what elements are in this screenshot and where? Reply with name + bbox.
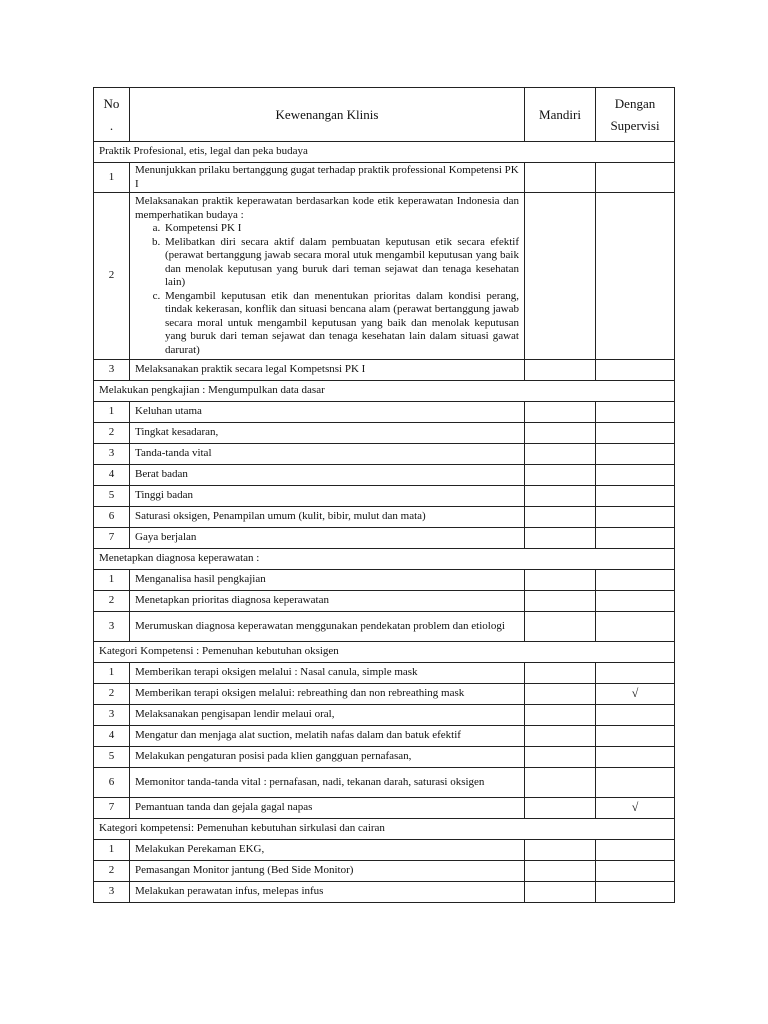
supervisi-cell bbox=[596, 768, 675, 798]
mandiri-cell bbox=[525, 726, 596, 747]
section-row bbox=[94, 381, 675, 402]
table-row bbox=[94, 465, 675, 486]
table-row bbox=[94, 193, 675, 360]
mandiri-cell bbox=[525, 528, 596, 549]
mandiri-cell bbox=[525, 402, 596, 423]
mandiri-cell bbox=[525, 570, 596, 591]
table-row bbox=[94, 663, 675, 684]
row-number: 2 bbox=[94, 423, 130, 444]
mandiri-cell bbox=[525, 193, 596, 360]
mandiri-cell bbox=[525, 612, 596, 642]
supervisi-cell bbox=[596, 360, 675, 381]
supervisi-cell bbox=[596, 507, 675, 528]
supervisi-cell bbox=[596, 663, 675, 684]
supervisi-cell bbox=[596, 402, 675, 423]
section-title: Kategori kompetensi: Pemenuhan kebutuhan sirkulasi dan cairan bbox=[94, 819, 675, 840]
supervisi-cell bbox=[596, 591, 675, 612]
section-row bbox=[94, 642, 675, 663]
section-title: Kategori Kompetensi : Pemenuhan kebutuhan oksigen bbox=[94, 642, 675, 663]
mandiri-cell bbox=[525, 423, 596, 444]
table-row bbox=[94, 360, 675, 381]
row-description: Menganalisa hasil pengkajian bbox=[130, 570, 525, 591]
mandiri-cell bbox=[525, 444, 596, 465]
row-description: Pemasangan Monitor jantung (Bed Side Monitor) bbox=[130, 861, 525, 882]
row-number: 1 bbox=[94, 663, 130, 684]
supervisi-cell bbox=[596, 423, 675, 444]
mandiri-cell bbox=[525, 840, 596, 861]
table-row bbox=[94, 798, 675, 819]
row-number: 3 bbox=[94, 882, 130, 903]
competency-table bbox=[93, 87, 675, 903]
row-description: Memberikan terapi oksigen melalui: rebreathing dan non rebreathing mask bbox=[130, 684, 525, 705]
sub-list bbox=[135, 222, 519, 357]
supervisi-cell bbox=[596, 163, 675, 193]
mandiri-cell bbox=[525, 663, 596, 684]
table-row bbox=[94, 840, 675, 861]
table-header-row bbox=[94, 88, 675, 142]
row-description: Melakukan pengaturan posisi pada klien gangguan pernafasan, bbox=[130, 747, 525, 768]
supervisi-cell bbox=[596, 861, 675, 882]
supervisi-checkmark: √ bbox=[596, 684, 675, 705]
row-number: 2 bbox=[94, 591, 130, 612]
row-description: Merumuskan diagnosa keperawatan menggunakan pendekatan problem dan etiologi bbox=[130, 612, 525, 642]
table-row bbox=[94, 444, 675, 465]
row-number: 4 bbox=[94, 465, 130, 486]
row-number: 1 bbox=[94, 402, 130, 423]
supervisi-cell bbox=[596, 726, 675, 747]
row-number: 2 bbox=[94, 684, 130, 705]
row-description: Pemantuan tanda dan gejala gagal napas bbox=[130, 798, 525, 819]
row-number: 1 bbox=[94, 570, 130, 591]
table-row bbox=[94, 591, 675, 612]
row-description: Mengatur dan menjaga alat suction, melatih nafas dalam dan batuk efektif bbox=[130, 726, 525, 747]
header-kewenangan: Kewenangan Klinis bbox=[130, 88, 525, 142]
row-number: 2 bbox=[94, 193, 130, 360]
supervisi-cell bbox=[596, 465, 675, 486]
table-row bbox=[94, 163, 675, 193]
mandiri-cell bbox=[525, 465, 596, 486]
row-number: 1 bbox=[94, 840, 130, 861]
supervisi-cell bbox=[596, 486, 675, 507]
mandiri-cell bbox=[525, 705, 596, 726]
header-dengan-supervisi: Dengan Supervisi bbox=[596, 88, 675, 142]
table-row bbox=[94, 705, 675, 726]
mandiri-cell bbox=[525, 163, 596, 193]
mandiri-cell bbox=[525, 486, 596, 507]
row-number: 2 bbox=[94, 861, 130, 882]
table-row bbox=[94, 747, 675, 768]
table-row bbox=[94, 507, 675, 528]
supervisi-cell bbox=[596, 840, 675, 861]
header-no: No . bbox=[94, 88, 130, 142]
table-row bbox=[94, 612, 675, 642]
table-row bbox=[94, 861, 675, 882]
list-item: a. Kompetensi PK I bbox=[163, 222, 519, 236]
supervisi-cell bbox=[596, 882, 675, 903]
section-row bbox=[94, 142, 675, 163]
row-number: 3 bbox=[94, 612, 130, 642]
row-description: Saturasi oksigen, Penampilan umum (kulit, bibir, mulut dan mata) bbox=[130, 507, 525, 528]
supervisi-cell bbox=[596, 747, 675, 768]
row-number: 6 bbox=[94, 507, 130, 528]
mandiri-cell bbox=[525, 768, 596, 798]
row-intro-text: Melaksanakan praktik keperawatan berdasarkan kode etik keperawatan Indonesia dan memperhatikan budaya : bbox=[135, 195, 519, 221]
table-row bbox=[94, 528, 675, 549]
table-row bbox=[94, 768, 675, 798]
row-description: Tingkat kesadaran, bbox=[130, 423, 525, 444]
list-item: c. Mengambil keputusan etik dan menentukan prioritas dalam kondisi perang, tindak kekerasan, konflik dan situasi bencana alam (perawat bertanggung jawab secara moral untuk mengambil keputusan yang baik dan menolak keputusan yang buruk dari teman sejawat dan tenaga kesehatan lain dalam situasi gawat darurat) bbox=[163, 290, 519, 358]
table-row bbox=[94, 423, 675, 444]
row-description: Berat badan bbox=[130, 465, 525, 486]
table-row bbox=[94, 882, 675, 903]
row-number: 5 bbox=[94, 486, 130, 507]
mandiri-cell bbox=[525, 861, 596, 882]
row-number: 1 bbox=[94, 163, 130, 193]
row-number: 6 bbox=[94, 768, 130, 798]
row-number: 7 bbox=[94, 798, 130, 819]
mandiri-cell bbox=[525, 747, 596, 768]
row-description: Tanda-tanda vital bbox=[130, 444, 525, 465]
mandiri-cell bbox=[525, 798, 596, 819]
supervisi-cell bbox=[596, 193, 675, 360]
list-item: b. Melibatkan diri secara aktif dalam pembuatan keputusan etik secara efektif (perawat bertanggung jawab secara moral utuk mengambil keputusan yang baik dan menolak keputusan yang buruk dari teman sejawat dan tenaga kesehatan lain) bbox=[163, 236, 519, 290]
supervisi-cell bbox=[596, 528, 675, 549]
supervisi-checkmark: √ bbox=[596, 798, 675, 819]
table-row bbox=[94, 684, 675, 705]
mandiri-cell bbox=[525, 360, 596, 381]
section-title: Melakukan pengkajian : Mengumpulkan data dasar bbox=[94, 381, 675, 402]
section-title: Menetapkan diagnosa keperawatan : bbox=[94, 549, 675, 570]
row-description: Menunjukkan prilaku bertanggung gugat terhadap praktik professional Kompetensi PK I bbox=[130, 163, 525, 193]
row-description: Keluhan utama bbox=[130, 402, 525, 423]
mandiri-cell bbox=[525, 507, 596, 528]
row-number: 3 bbox=[94, 705, 130, 726]
mandiri-cell bbox=[525, 684, 596, 705]
table-row bbox=[94, 402, 675, 423]
supervisi-cell bbox=[596, 570, 675, 591]
table-row bbox=[94, 486, 675, 507]
row-number: 7 bbox=[94, 528, 130, 549]
row-number: 3 bbox=[94, 360, 130, 381]
row-description: Memberikan terapi oksigen melalui : Nasal canula, simple mask bbox=[130, 663, 525, 684]
table-row bbox=[94, 726, 675, 747]
row-description: Melakukan perawatan infus, melepas infus bbox=[130, 882, 525, 903]
row-number: 3 bbox=[94, 444, 130, 465]
row-description: Melaksanakan pengisapan lendir melaui oral, bbox=[130, 705, 525, 726]
section-row bbox=[94, 819, 675, 840]
section-row bbox=[94, 549, 675, 570]
mandiri-cell bbox=[525, 591, 596, 612]
section-title: Praktik Profesional, etis, legal dan peka budaya bbox=[94, 142, 675, 163]
header-mandiri: Mandiri bbox=[525, 88, 596, 142]
row-number: 4 bbox=[94, 726, 130, 747]
supervisi-cell bbox=[596, 612, 675, 642]
row-description: Menetapkan prioritas diagnosa keperawatan bbox=[130, 591, 525, 612]
row-description: Tinggi badan bbox=[130, 486, 525, 507]
supervisi-cell bbox=[596, 444, 675, 465]
row-description bbox=[130, 193, 525, 360]
row-description: Gaya berjalan bbox=[130, 528, 525, 549]
row-number: 5 bbox=[94, 747, 130, 768]
supervisi-cell bbox=[596, 705, 675, 726]
row-description: Memonitor tanda-tanda vital : pernafasan, nadi, tekanan darah, saturasi oksigen bbox=[130, 768, 525, 798]
row-description: Melakukan Perekaman EKG, bbox=[130, 840, 525, 861]
row-description: Melaksanakan praktik secara legal Kompetsnsi PK I bbox=[130, 360, 525, 381]
table-row bbox=[94, 570, 675, 591]
mandiri-cell bbox=[525, 882, 596, 903]
